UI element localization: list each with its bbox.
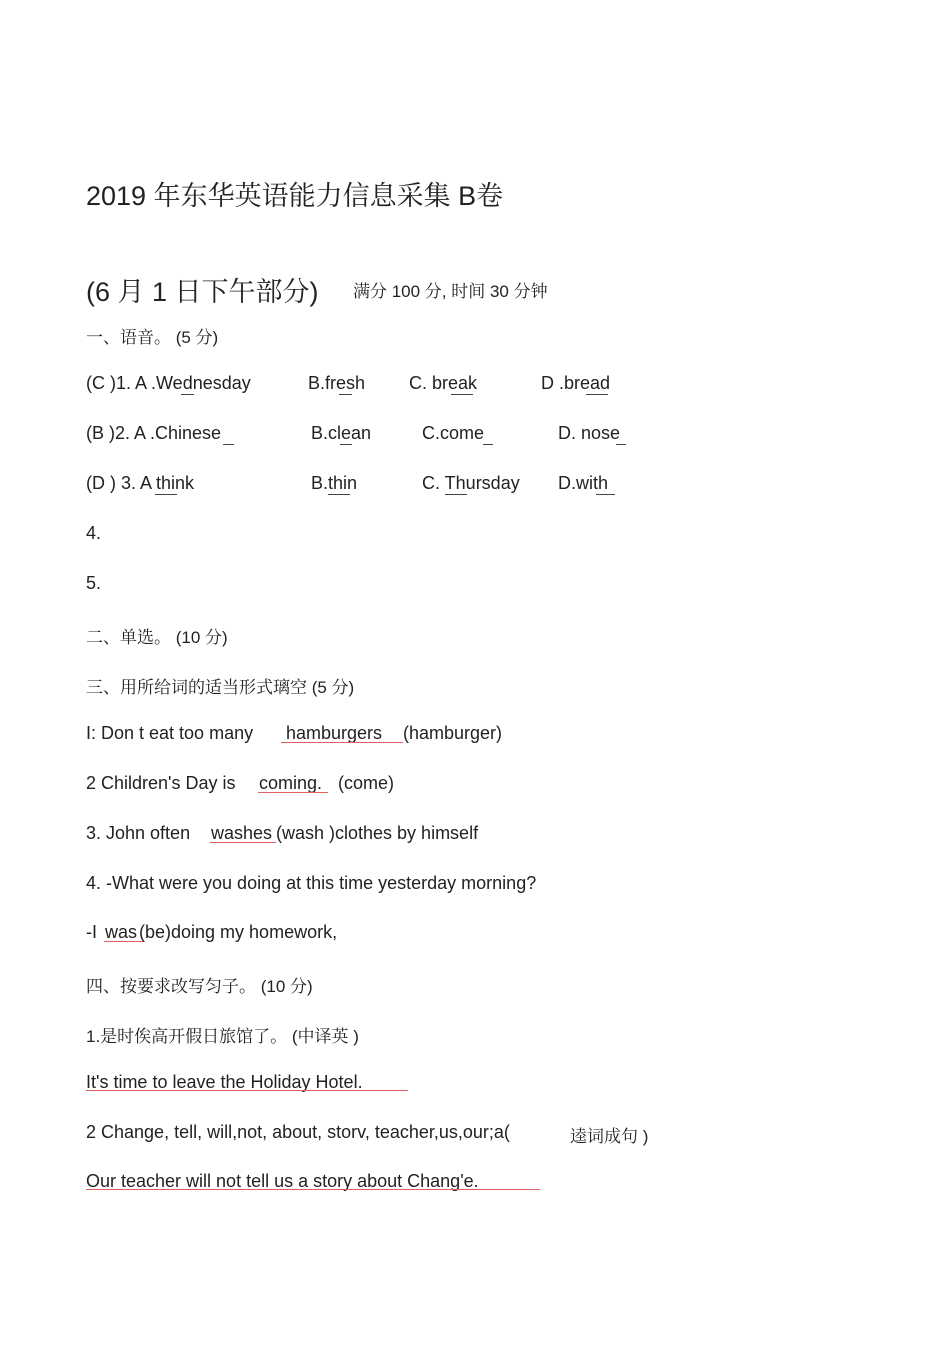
section-3-heading: 三、用所给词的适当形式璃空 (5 分) (86, 678, 355, 697)
rewrite-q1: 1.是时俟高开假日旅馆了。 (中译英 ) (86, 1027, 359, 1046)
fill-q1-hint: (hamburger) (403, 723, 503, 743)
phonics-q1-d: D .bread (541, 373, 611, 393)
rewrite-q2: 2 Change, tell, will,not, about, storv, teacher,us,our;a( (86, 1122, 510, 1142)
answer-underline (281, 742, 403, 743)
section-1-heading: 一、语音。 (5 分) (86, 328, 219, 347)
underline-mark (181, 394, 194, 395)
fill-q3-hint: (wash )clothes by himself (276, 823, 479, 843)
fill-q1-prompt: I: Don t eat too many (86, 723, 254, 743)
answer-underline (258, 792, 328, 793)
underline-mark (596, 494, 615, 495)
fill-q4-question: 4. -What were you doing at this time yesterday morning? (86, 873, 537, 893)
underline-mark (328, 494, 350, 495)
rewrite-a2: Our teacher will not tell us a story about Chang'e. (86, 1171, 479, 1191)
phonics-q1-c: C. break (409, 373, 478, 393)
fill-q3-answer: washes (211, 823, 273, 843)
underline-mark (155, 494, 177, 495)
fill-q4-prompt: -I (86, 922, 97, 942)
underline-mark (340, 444, 352, 445)
fill-q3-prompt: 3. John often (86, 823, 191, 843)
fill-q1-answer: hamburgers (286, 723, 383, 743)
fill-q4-hint: (be)doing my homework, (139, 922, 338, 942)
phonics-q1-a: (C )1. A .Wednesday (86, 373, 251, 393)
phonics-q3-a: (D ) 3. A think (86, 473, 195, 493)
underline-mark (586, 394, 608, 395)
underline-mark (445, 494, 467, 495)
answer-underline (86, 1189, 540, 1190)
fill-q2-hint: (come) (338, 773, 395, 793)
phonics-q1-b: B.fresh (308, 373, 366, 393)
rewrite-q2-instruction: 逵词成句 ) (570, 1127, 649, 1146)
phonics-q3-d: D.with (558, 473, 609, 493)
phonics-q2-b: B.clean (311, 423, 372, 443)
answer-underline (104, 941, 143, 942)
phonics-q4: 4. (86, 523, 102, 543)
underline-mark (339, 394, 352, 395)
underline-mark (223, 444, 234, 445)
underline-mark (451, 394, 473, 395)
phonics-q2-d: D. nose (558, 423, 621, 443)
underline-mark (616, 444, 626, 445)
phonics-q2-a: (B )2. A .Chinese (86, 423, 222, 443)
fill-q2-answer: coming. (259, 773, 323, 793)
answer-underline (86, 1090, 408, 1091)
section-2-heading: 二、单选。 (10 分) (86, 628, 228, 647)
underline-mark (483, 444, 493, 445)
phonics-q3-b: B.thin (311, 473, 358, 493)
exam-date: (6 月 1 日下午部分) (86, 277, 319, 307)
fill-q4-answer: was (105, 922, 138, 942)
exam-info: 满分 100 分, 时间 30 分钟 (353, 282, 548, 301)
fill-q2-prompt: 2 Children's Day is (86, 773, 236, 793)
phonics-q5: 5. (86, 573, 102, 593)
phonics-q3-c: C. Thursday (422, 473, 520, 493)
page-title: 2019 年东华英语能力信息采集 B卷 (86, 181, 504, 211)
section-4-heading: 四、按要求改写匀子。 (10 分) (86, 977, 313, 996)
rewrite-a1: It's time to leave the Holiday Hotel. (86, 1072, 363, 1092)
answer-underline (210, 842, 276, 843)
phonics-q2-c: C.come (422, 423, 485, 443)
